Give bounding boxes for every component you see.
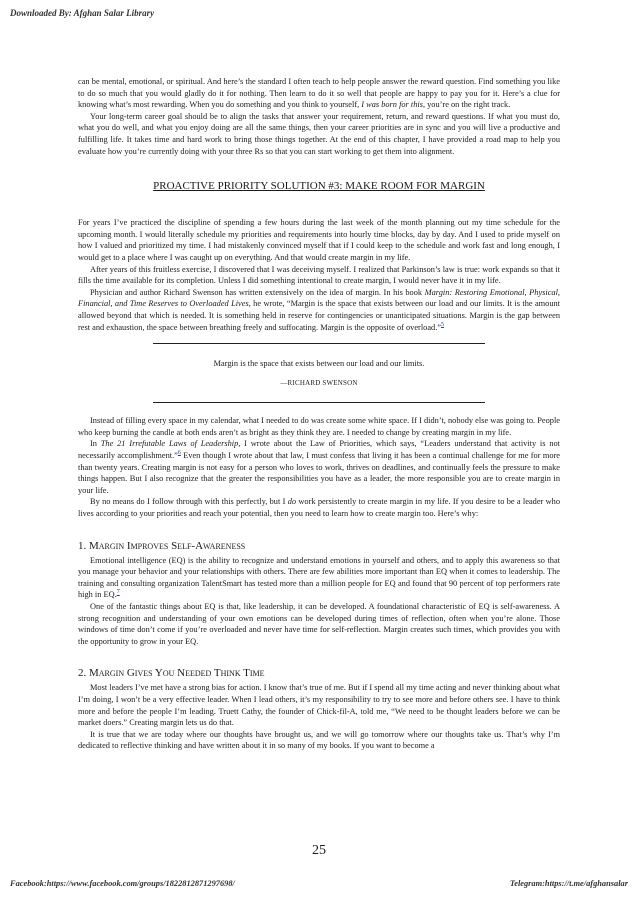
paragraph: Emotional intelligence (EQ) is the ability to recognize and understand emotions in yourself and others, and to apply this awareness so that you manage your behavior and your relationships with others. There are few abilities more important than EQ when it comes to leadership. The training and consulting organization TalentSmart has tested more than a million people for EQ and found that 90 percent of top performers rate high in EQ.$^7$ [78, 555, 560, 600]
footer-telegram-link[interactable]: Telegram:https://t.me/afghansalar [509, 879, 628, 888]
paragraph: Instead of filling every space in my calendar, what I needed to do was create some white space. If I didn’t, nobody else was going to. People who keep burning the candle at both ends aren’t as bright as they think they are. I needed to change by creating margin in my life. [78, 416, 560, 437]
paragraph: After years of this fruitless exercise, I discovered that I was deceiving myself. I realized that Parkinson’s law is true: work expands so that it fills the time available for its completion. Unless I did something intentional to create margin, I would never have it in my life. [78, 264, 560, 286]
paragraph: Most leaders I’ve met have a strong bias for action. I know that’s true of me. But if I spend all my time acting and never thinking about what I’m doing, I won’t be a very effective leader. When I lead others, it’s my responsibility to try to see more and before others see. I have to think more and before the people I’m leading. Truett Cathy, the founder of Chick-fil-A, told me, “We need to be thought leaders before we can be market doers.” Creating margin lets us do that. [78, 683, 560, 728]
footnote-link[interactable]: 5 [441, 321, 444, 328]
quote-rule-bottom [153, 402, 485, 403]
paragraph: In The 21 Irrefutable Laws of Leadership, I wrote about the Law of Priorities, which says, “Leaders understand that activity is not necessarily accomplishment.”$^6$ Even though I wrote about that law, I must confess that living it has been a continual challenge for me for more than twenty years. Creating margin is not easy for a person who loves to work, thrives on deadlines, and continually feels the pressure to make things happen. But I also recognize that the greater the responsibilities you have as a leader, the more responsible you are to create margin in your life. [78, 439, 560, 495]
page-body [78, 76, 560, 752]
footnote-link[interactable]: 6 [177, 450, 181, 457]
subsection-heading: 1. Margin Improves Self-Awareness [78, 539, 246, 552]
download-note: Downloaded By: Afghan Salar Library [10, 8, 155, 18]
paragraph: For years I’ve practiced the discipline of spending a few hours during the last week of the month planning out my time schedule for the upcoming month. I would literally schedule my priorities and requirements into hourly time blocks, day by day. And I used to pride myself on how I valued and prioritized my time. I had mistakenly convinced myself that if I could keep to the schedule and work fast and long enough, I would get to a place where I was caught up on everything. And that would create margin in my life. [78, 218, 560, 262]
paragraph: It is true that we are today where our thoughts have brought us, and we will go tomorrow where our thoughts take us. That’s why I’m dedicated to reflective thinking and have written about it in so many of my books. If you want to become a [78, 729, 560, 751]
paragraph: Physician and author Richard Swenson has written extensively on the idea of margin. In his book Margin: Restoring Emotional, Physical, Financial, and Time Reserves to Overloaded Lives, he wrote, “Margin is the space that exists between our load and our limits. It is the amount allowed beyond that which is needed. It is something held in reserve for contingencies or unanticipated situations. Margin is the gap between rest and exhaustion, the space between breathing freely and suffocating. Margin is the opposite of overload.”$^5$ [78, 287, 560, 332]
paragraph: Your long-term career goal should be to align the tasks that answer your requirement, return, and reward questions. If what you must do, what you do well, and what you enjoy doing are all the same things, then your career priorities are in sync and you will live a productive and fulfilling life. It takes time and hard work to bring those things together. At the end of this chapter, I have provided a road map to help you evaluate how you’re currently doing with your three Rs so that you can start working to get them into alignment. [78, 111, 560, 156]
subsection-heading: 2. Margin Gives You Needed Think Time [78, 667, 265, 680]
footer-facebook-link[interactable]: Facebook:https://www.facebook.com/groups/1822812871297698/ [10, 879, 235, 888]
quote-author: —RICHARD SWENSON [280, 378, 358, 387]
footnote-link[interactable]: 7 [116, 589, 120, 596]
section-heading: PROACTIVE PRIORITY SOLUTION #3: MAKE ROOM FOR MARGIN [153, 180, 485, 193]
pull-quote [78, 343, 560, 403]
page-number: 25 [312, 843, 326, 858]
quote-text: Margin is the space that exists between our load and our limits. [213, 359, 425, 369]
quote-rule-top [153, 343, 485, 344]
paragraph: By no means do I follow through with this perfectly, but I do work persistently to create margin in my life. If you desire to be a leader who lives according to your priorities and reach your potential, then you need to learn how to create margin too. Here’s why: [78, 497, 561, 519]
paragraph: can be mental, emotional, or spiritual. And here’s the standard I often teach to help people answer the reward question. Find something you like to do so much that you would gladly do it for nothing. Then learn to do it so well that people are happy to pay you for it. Here’s a clue for knowing what’s most rewarding. When you do something and you think to yourself, I was born for this, you’re on the right track. [78, 77, 560, 110]
paragraph: One of the fantastic things about EQ is that, like leadership, it can be developed. A foundational characteristic of EQ is self-awareness. A strong recognition and understanding of your own emotions can be developed during times of reflection, often when you’re alone. Those windows of time don’t come if you’re overloaded and never have time for self-reflection. Margin creates such times, which provides you with the opportunity to grow in your EQ. [78, 602, 560, 646]
